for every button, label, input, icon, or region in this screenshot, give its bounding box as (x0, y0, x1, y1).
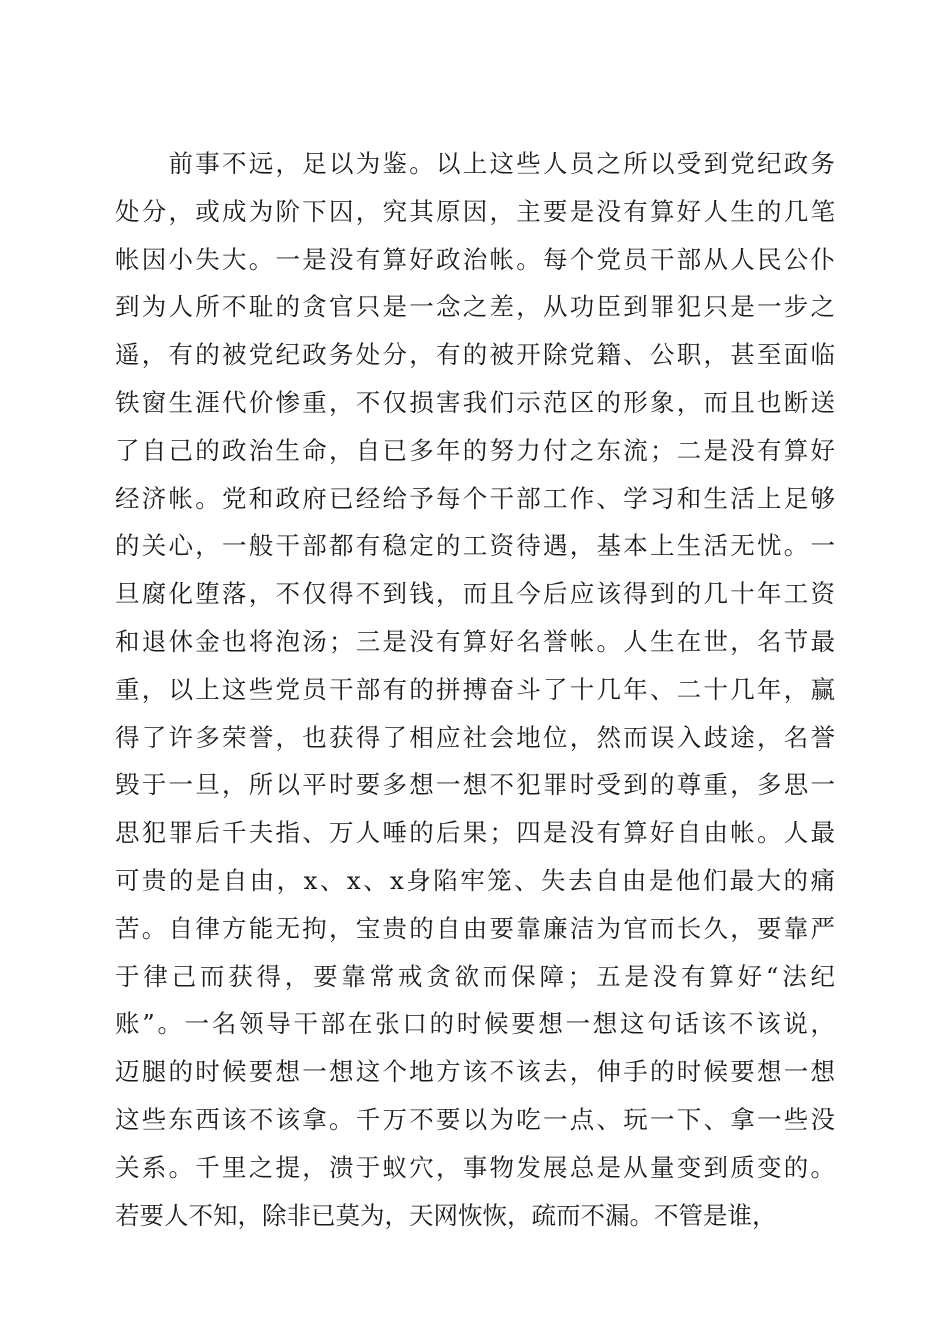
paragraph-line: 账”。一名领导干部在张口的时候要想一想这句话该不该说， (115, 1009, 835, 1039)
paragraph-line: 经济帐。党和政府已经给予每个干部工作、学习和生活上足够 (115, 483, 835, 513)
paragraph-line: 这些东西该不该拿。千万不要以为吃一点、玩一下、拿一些没 (115, 1104, 835, 1134)
paragraph-line: 铁窗生涯代价惨重，不仅损害我们示范区的形象，而且也断送 (115, 387, 835, 417)
paragraph-line: 毁于一旦，所以平时要多想一想不犯罪时受到的尊重，多思一 (115, 770, 835, 800)
paragraph-line: 若要人不知，除非已莫为，天网恢恢，疏而不漏。不管是谁， (115, 1200, 777, 1230)
paragraph-line: 前事不远，足以为鉴。以上这些人员之所以受到党纪政务 (115, 149, 835, 178)
paragraph-line: 的关心，一般干部都有稳定的工资待遇，基本上生活无忧。一 (115, 531, 835, 561)
paragraph-line: 和退休金也将泡汤；三是没有算好名誉帐。人生在世，名节最 (115, 626, 835, 656)
paragraph-line: 旦腐化堕落，不仅得不到钱，而且今后应该得到的几十年工资 (115, 579, 835, 609)
paragraph-line: 得了许多荣誉，也获得了相应社会地位，然而误入歧途，名誉 (115, 722, 835, 752)
paragraph-line: 了自己的政治生命，自已多年的努力付之东流；二是没有算好 (115, 435, 835, 465)
paragraph-line: 可贵的是自由，x、x、x身陷牢笼、失去自由是他们最大的痛 (115, 865, 835, 895)
paragraph-line: 处分，或成为阶下囚，究其原因，主要是没有算好人生的几笔 (115, 196, 835, 226)
paragraph-line: 于律己而获得，要靠常戒贪欲而保障；五是没有算好“法纪 (115, 961, 835, 991)
paragraph-line: 帐因小失大。一是没有算好政治帐。每个党员干部从人民公仆 (115, 244, 835, 274)
paragraph-line: 关系。千里之提，溃于蚁穴，事物发展总是从量变到质变的。 (115, 1152, 835, 1182)
paragraph-line: 思犯罪后千夫指、万人唾的后果；四是没有算好自由帐。人最 (115, 818, 835, 848)
paragraph-line: 苦。自律方能无拘，宝贵的自由要靠廉洁为官而长久，要靠严 (115, 913, 835, 943)
body-paragraph (115, 140, 835, 1239)
paragraph-line: 重，以上这些党员干部有的拼搏奋斗了十几年、二十几年，赢 (115, 674, 835, 704)
paragraph-line: 迈腿的时候要想一想这个地方该不该去，伸手的时候要想一想 (115, 1057, 835, 1087)
paragraph-line: 到为人所不耻的贪官只是一念之差，从功臣到罪犯只是一步之 (115, 292, 835, 322)
paragraph-line: 遥，有的被党纪政务处分，有的被开除党籍、公职，甚至面临 (115, 340, 835, 370)
